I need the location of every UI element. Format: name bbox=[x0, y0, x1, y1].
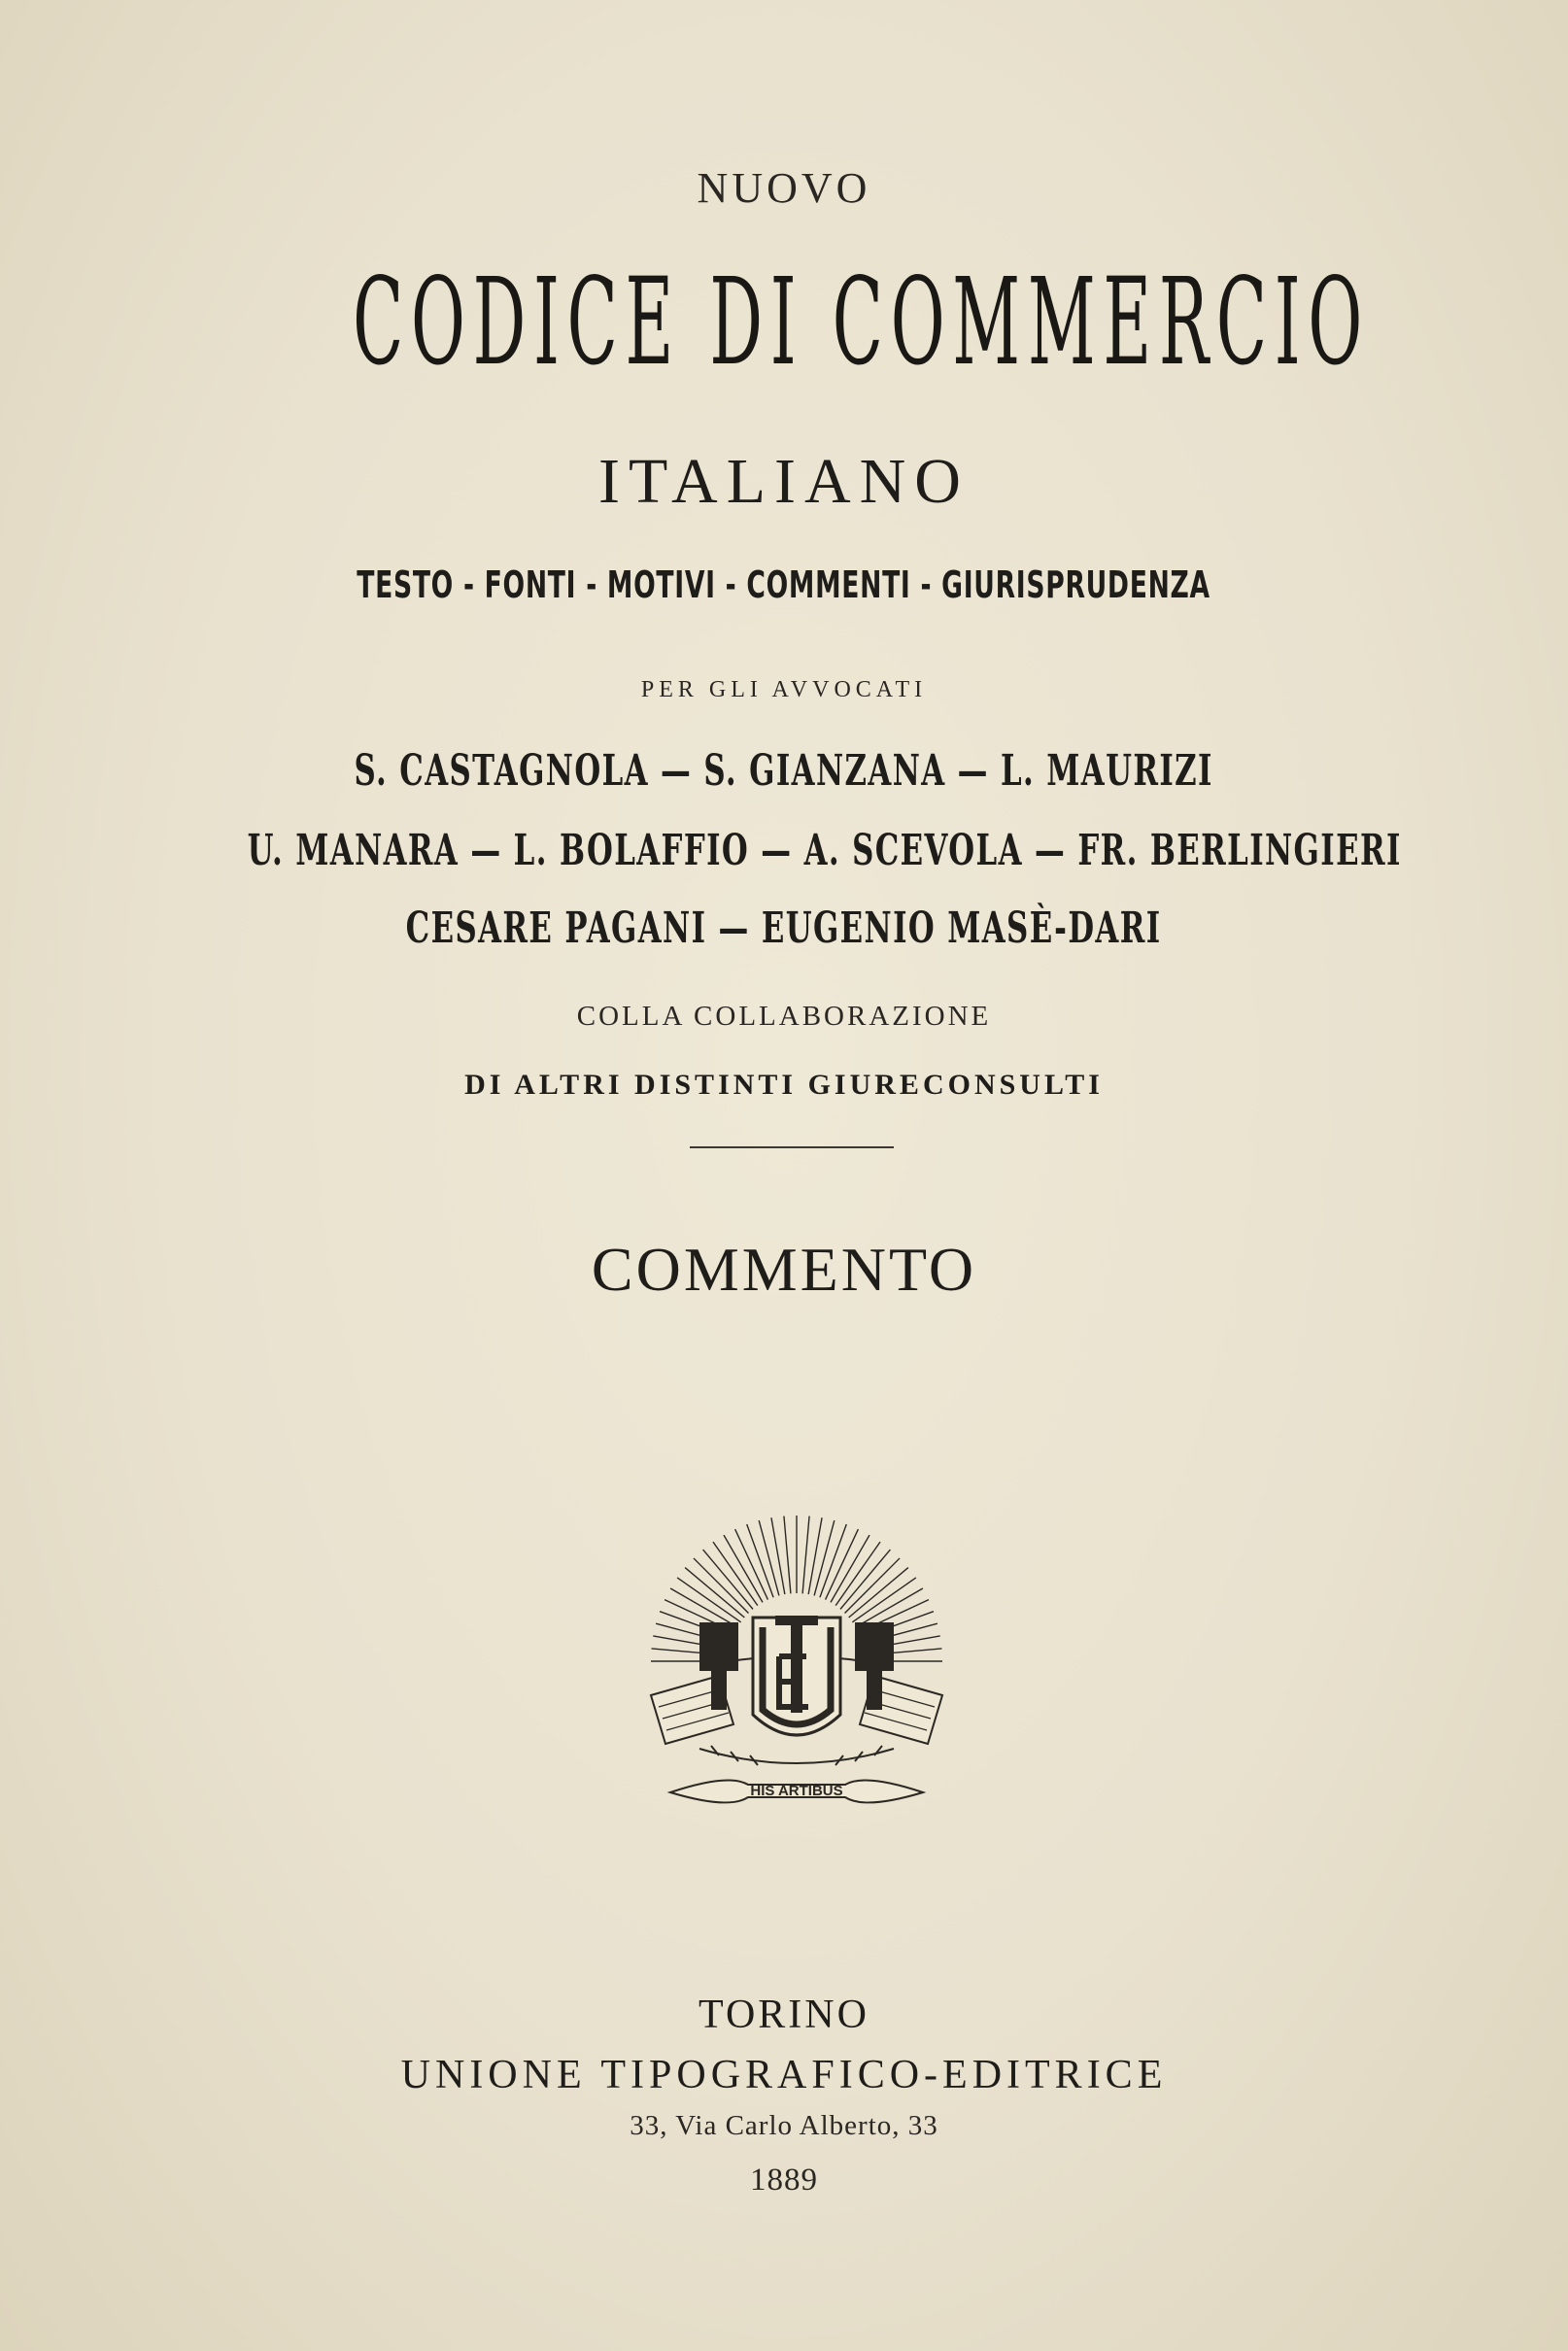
laurel-icon bbox=[699, 1746, 894, 1765]
collaboration-line-1: COLLA COLLABORAZIONE bbox=[576, 1001, 992, 1032]
volume-title: COMMENTO bbox=[591, 1235, 977, 1304]
authors-line-1-text: S. CASTAGNOLA — S. GIANZANA — L. MAURIZI bbox=[354, 746, 1214, 796]
motto-text: HIS ARTIBUS bbox=[750, 1783, 843, 1799]
authors-line-2 bbox=[0, 826, 1568, 875]
authors-line-3 bbox=[0, 903, 1568, 953]
authors-line-1 bbox=[0, 746, 1568, 796]
main-title bbox=[0, 253, 1568, 392]
imprint-city: TORINO bbox=[699, 1993, 869, 2037]
imprint-year: 1889 bbox=[750, 2163, 818, 2198]
contents-line-text: TESTO - FONTI - MOTIVI - COMMENTI - GIURISPRUDENZA bbox=[357, 563, 1211, 606]
authors-line-2-text: U. MANARA — L. BOLAFFIO — A. SCEVOLA — FR. BERLINGIERI bbox=[247, 826, 1402, 875]
sun-ray bbox=[808, 1517, 822, 1594]
contents-line bbox=[0, 563, 1568, 606]
publisher-device-icon bbox=[641, 1501, 952, 1822]
collaboration-line-2: DI ALTRI DISTINTI GIURECONSULTI bbox=[464, 1069, 1104, 1101]
pre-title: NUOVO bbox=[697, 164, 871, 212]
divider-rule bbox=[690, 1146, 894, 1148]
monogram-shield-icon bbox=[753, 1616, 840, 1735]
authors-line-3-text: CESARE PAGANI — EUGENIO MASÈ-DARI bbox=[406, 903, 1162, 953]
imprint-address: 33, Via Carlo Alberto, 33 bbox=[630, 2110, 938, 2141]
sun-ray bbox=[844, 1558, 900, 1614]
sun-ray bbox=[802, 1516, 809, 1594]
motto-ribbon bbox=[670, 1781, 923, 1803]
imprint-publisher: UNIONE TIPOGRAFICO-EDITRICE bbox=[400, 2053, 1168, 2097]
sun-ray bbox=[771, 1517, 785, 1594]
sun-ray bbox=[694, 1558, 749, 1614]
sub-title: ITALIANO bbox=[598, 446, 970, 517]
main-title-text: CODICE DI COMMERCIO bbox=[353, 253, 1371, 392]
authors-intro: PER GLI AVVOCATI bbox=[640, 677, 928, 702]
sun-ray bbox=[784, 1516, 791, 1594]
